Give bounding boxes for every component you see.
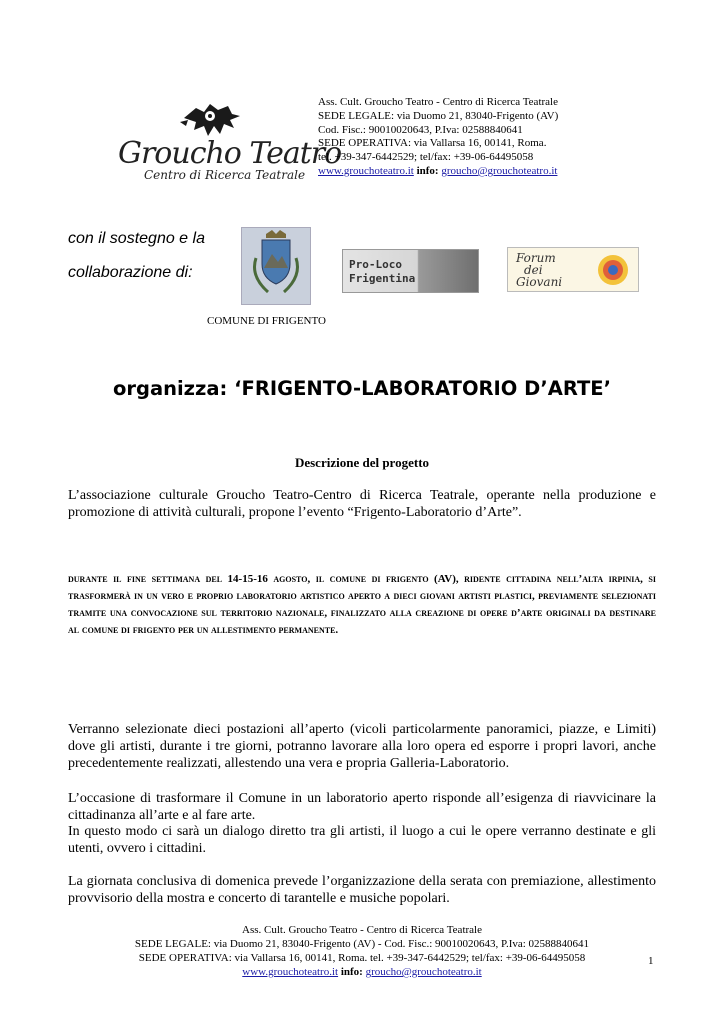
footer (0, 923, 724, 979)
header-email-link[interactable]: groucho@grouchoteatro.it (441, 164, 558, 177)
footer-line-2: SEDE LEGALE: via Duomo 21, 83040-Frigento (AV) - Cod. Fisc.: 90010020643, P.Iva: 02588840641 (134, 938, 590, 950)
header-address-line: SEDE LEGALE: via Duomo 21, 83040-Frigento (AV) (318, 109, 559, 122)
footer-email-link[interactable]: groucho@grouchoteatro.it (365, 966, 482, 978)
footer-contacts (0, 965, 724, 979)
proloco-line-1: Pro-Loco (349, 258, 402, 271)
comune-caption: COMUNE DI FRIGENTO (207, 315, 326, 327)
page-title: organizza: ‘FRIGENTO-LABORATORIO D’ARTE’ (112, 377, 612, 400)
footer-line-3: SEDE OPERATIVA: via Vallarsa 16, 00141, Roma. tel. +39-347-6442529; tel/fax: +39-06-64495058 (138, 952, 586, 964)
header-address-line: tel. +39-347-6442529; tel/fax: +39-06-64495058 (318, 151, 534, 164)
support-line-1: con il sostegno e la (68, 230, 205, 247)
header-info-label: info: (416, 164, 439, 177)
header-contacts (318, 165, 558, 179)
logo-subtitle: Centro di Ricerca Teatrale (144, 168, 306, 182)
forum-line-3: Giovani (516, 275, 563, 289)
logo-title: Groucho Teatro (118, 136, 342, 171)
pro-loco-frigentina-logo (342, 249, 479, 293)
forum-dei-giovani-logo (507, 247, 639, 292)
footer-line-1: Ass. Cult. Groucho Teatro - Centro di Ricerca Teatrale (242, 924, 482, 936)
forum-line-1: Forum (516, 251, 556, 265)
footer-website-link[interactable]: www.grouchoteatro.it (242, 966, 339, 978)
intro-paragraph: L’associazione culturale Groucho Teatro-Centro di Ricerca Teatrale, operante nella produzione e promozione di attività culturali, propone l’evento “Frigento-Laboratorio d’Arte”. (68, 488, 656, 520)
body-paragraph: In questo modo ci sarà un dialogo diretto tra gli artisti, il luogo a cui le opere verranno destinate e gli utenti, ovvero i cittadini. (68, 824, 656, 856)
header-address-line: SEDE OPERATIVA: via Vallarsa 16, 00141, Roma. (318, 137, 547, 150)
support-text (68, 230, 205, 282)
header-website-link[interactable]: www.grouchoteatro.it (318, 164, 414, 177)
description-heading: Descrizione del progetto (294, 455, 430, 470)
footer-info-label: info: (340, 966, 363, 978)
event-details-paragraph: durante il fine settimana del 14-15-16 agosto, il comune di frigento (AV), ridente cittadina nell’alta irpinia, si trasformerà in un vero e proprio laboratorio artistico aperto a dieci giovani artisti plastici, previamente selezionati tramite una convocazione sul territorio nazionale, finalizzato alla creazione di opere d’arte originali da destinare al comune di frigento per un allestimento permanente. (68, 573, 656, 636)
header-address-line: Ass. Cult. Groucho Teatro - Centro di Ricerca Teatrale (318, 96, 558, 108)
comune-frigento-crest (241, 227, 311, 305)
crest-icon (242, 228, 310, 304)
forum-emblem-icon (594, 252, 632, 288)
body-paragraph: L’occasione di trasformare il Comune in un laboratorio aperto risponde all’esigenza di riavvicinare la cittadinanza all’arte e al fare arte. (68, 791, 656, 823)
forum-line-2: dei (524, 263, 543, 277)
proloco-line-2: Frigentina (349, 272, 416, 285)
support-line-2: collaborazione di: (68, 264, 193, 281)
body-paragraph: La giornata conclusiva di domenica prevede l’organizzazione della serata con premiazione, allestimento provvisorio della mostra e concerto di tarantelle e musiche popolari. (68, 874, 656, 906)
groucho-teatro-logo (118, 100, 342, 182)
page-number: 1 (648, 955, 654, 967)
body-paragraph: Verranno selezionate dieci postazioni all’aperto (vicoli particolarmente panoramici, piazze, e Limiti) dove gli artisti, durante i tre giorni, potranno lavorare alla loro opera ed esporre i propri lavori, anche precedentemente realizzati, allestendo una vera e propria Galleria-Laboratorio. (68, 722, 656, 771)
header-address (318, 96, 558, 179)
header-address-line: Cod. Fisc.: 90010020643, P.Iva: 02588840641 (318, 123, 523, 136)
